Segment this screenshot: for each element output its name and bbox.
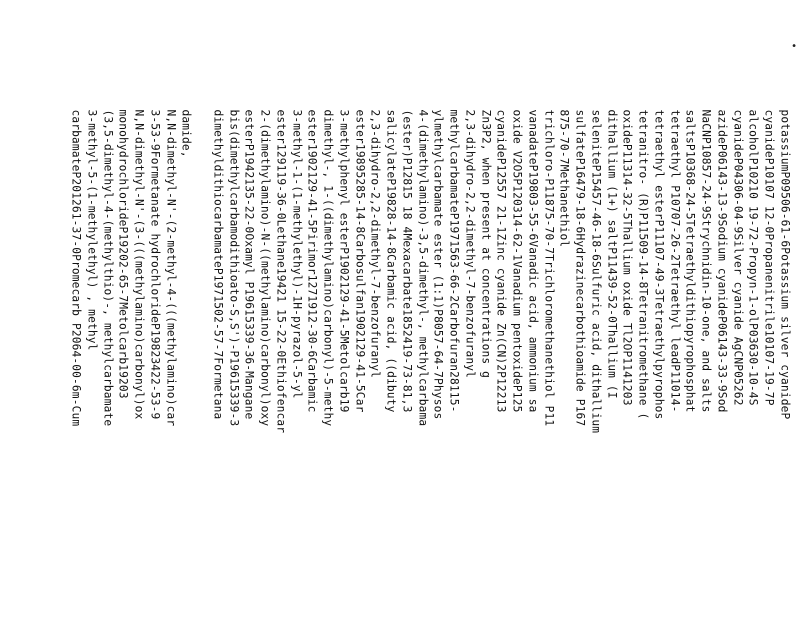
text-line: 3-methyl-5-(1-methylethyl) , methyl — [85, 109, 99, 351]
text-line: azideP06143-13-9Sodium cyanideP06143-33-9Sod — [715, 109, 729, 413]
text-line: cyanideP04306-04-9Silver cyanide AgCNP05262 — [731, 109, 745, 406]
text-line: 2,3-dihydro-2,2-dimethyl-7-benzofuranyl — [369, 109, 382, 379]
text-line: esterP1942135-22-0Oxamyl P19615339-36-Mangane — [243, 109, 256, 420]
text-line: 4-(dimethylamino)-3,5-dimethyl-, methylcarbama — [416, 109, 430, 427]
text-line: ester1902129-41-5Pirimor1271912-30-6Carbamic — [306, 109, 319, 413]
text-line: 3-methylphenyl esterP1902129-41-5Metolcarb19 — [337, 109, 351, 413]
text-line: ester129119-36-0Lethane19421 15-22-0Ethiofencar — [274, 109, 288, 434]
text-line: saltsP10368-24-5Tetraethyldithiopyrophosphat — [684, 109, 697, 413]
text-line: NaCNP10857-24-9Strychnidin-10-one, and salts — [699, 109, 713, 413]
text-line: ester19895285-14-8Carbosulfan1902129-41-5Car — [353, 109, 367, 413]
text-line: 3-methyl-1-(1-methylethyl)-1H-pyrazol-5-yl — [290, 109, 304, 399]
text-line: dimethyl-, 1-((dimethylamino)carbonyl)-5-methy — [321, 109, 335, 427]
text-lines — [68, 110, 793, 580]
text-line: N,N-dimethyl-N'-(2-methyl-4-(((methylamino)car — [164, 109, 178, 427]
rotated-text-block — [0, 110, 793, 580]
edge-mark: • — [791, 41, 797, 52]
text-line: monohydrochlorideP19202-65-7Metolcarb19203 — [117, 109, 130, 399]
text-line: alcoholP10210 19-72-Propyn-1-olP03630-10-4S — [747, 109, 760, 406]
text-line: seleniteP15457-46-18-6Sulfuric acid, dithallium — [589, 109, 603, 434]
text-line: vanadateP19803-55-6Vanadic acid, ammonium sa — [526, 109, 540, 413]
text-line — [194, 110, 210, 580]
text-line: carbamateP201261-37-0Promecarb P2064-00-6m-Cum — [69, 109, 83, 427]
text-line: 875-70-7Methanethiol — [558, 109, 571, 248]
text-line: damide, — [180, 109, 193, 158]
text-line: trichloro-P11875-70-7Trichloromethanethiol P11 — [542, 109, 556, 427]
text-line: dimethyldithiocarbamateP1971502-57-7Formetana — [211, 109, 225, 420]
text-line: 2-(dimethylamino)-N-((methylamino)carbonyl)oxy — [258, 109, 272, 427]
text-line: oxideP11314-32-5Thallium oxide Tl2OP1141203 — [621, 109, 634, 406]
text-line: (3,5-dimethyl-4-(methylthio)-, methylcarbamate — [101, 109, 115, 427]
text-line: potassiumP09506-61-6Potassium silver cyanideP — [778, 109, 792, 420]
text-line: dithallium (1+) saltP11439-52-0Thallium (I — [605, 109, 619, 399]
text-line: (ester)P12815 18 4Mexacarbate1852419-73-81,3 — [400, 109, 414, 413]
text-line: N,N-dimethyl-N'-(3-(((methylamino)carbonyl)ox — [132, 109, 146, 420]
text-line: tetraethyl P10707-26-2Tetraethyl leadP11014- — [668, 109, 682, 413]
text-line: 3-53-9Formetanate hydrochlorideP19823422-53-9 — [148, 109, 162, 420]
text-line: tetranitro- (R)P11509-14-8Tetranitromethane ( — [636, 109, 650, 420]
text-line: cyanideP10107 12-0Propanenitrile10107-19-7P — [762, 109, 776, 406]
text-line: oxide V2O5P120314-62-1Vanadium pentoxideP125 — [510, 109, 524, 413]
text-line: cyanideP12557 21-1Zinc cyanide Zn(CN)2P12213 — [495, 109, 508, 413]
text-line: 2,3-dihydro-2,2-dimethyl-7-benzofuranyl — [463, 109, 477, 379]
text-line: bis(dimethylcarbamodithioato-S,S')-P19615339-3 — [227, 109, 241, 427]
text-line: Zn3P2, when present at concentrations g — [479, 109, 493, 379]
text-line: salicylateP19828-14-8Carbamic acid, ((dibuty — [384, 109, 398, 413]
text-line: methylcarbamateP1971563-66-2Carbofuran28115- — [447, 109, 461, 413]
text-line: tetraethyl esterP11107-49-3Tetraethylpyrophos — [652, 109, 666, 420]
text-line: sulfateP16479-18-6Hydrazinecarbothioamide P167 — [573, 109, 587, 427]
text-line: ylmethylcarbamate ester (1:1)P8057-64-7Physos — [432, 109, 445, 420]
